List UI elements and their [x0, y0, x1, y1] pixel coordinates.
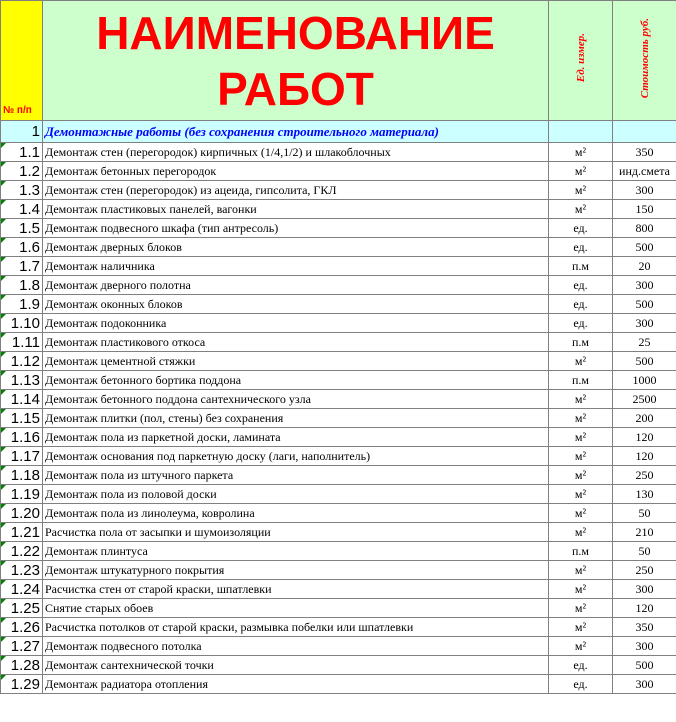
row-name: Демонтаж основания под паркетную доску (лаги, наполнитель)	[43, 447, 549, 466]
row-unit: м²	[549, 618, 613, 637]
row-name: Демонтаж пола из паркетной доски, ламината	[43, 428, 549, 447]
section-price-cell	[613, 121, 676, 143]
table-row	[1, 523, 676, 542]
row-unit: м²	[549, 523, 613, 542]
row-number: 1.26	[1, 618, 43, 637]
row-price: инд.смета	[613, 162, 676, 181]
page-title	[43, 1, 549, 121]
table-row	[1, 675, 676, 694]
row-number: 1.5	[1, 219, 43, 238]
table-row	[1, 143, 676, 162]
section-number: 1	[1, 121, 43, 143]
row-name: Расчистка стен от старой краски, шпатлевки	[43, 580, 549, 599]
row-unit: м²	[549, 599, 613, 618]
table-row	[1, 238, 676, 257]
table-row	[1, 599, 676, 618]
row-unit: м²	[549, 181, 613, 200]
row-unit: м²	[549, 409, 613, 428]
row-name: Демонтаж штукатурного покрытия	[43, 561, 549, 580]
row-unit: ед.	[549, 295, 613, 314]
table-row	[1, 162, 676, 181]
row-price: 250	[613, 466, 676, 485]
row-number: 1.3	[1, 181, 43, 200]
table-row	[1, 314, 676, 333]
row-price: 300	[613, 314, 676, 333]
table-row	[1, 276, 676, 295]
row-price: 800	[613, 219, 676, 238]
column-header-price	[613, 1, 676, 121]
row-name: Демонтаж плитки (пол, стены) без сохранения	[43, 409, 549, 428]
table-row	[1, 371, 676, 390]
row-number: 1.28	[1, 656, 43, 675]
row-number: 1.9	[1, 295, 43, 314]
row-number: 1.12	[1, 352, 43, 371]
row-name: Демонтаж пластикового откоса	[43, 333, 549, 352]
row-price: 500	[613, 238, 676, 257]
row-number: 1.8	[1, 276, 43, 295]
row-price: 250	[613, 561, 676, 580]
row-unit: м²	[549, 143, 613, 162]
row-number: 1.6	[1, 238, 43, 257]
row-number: 1.24	[1, 580, 43, 599]
row-unit: м²	[549, 637, 613, 656]
row-number: 1.29	[1, 675, 43, 694]
row-price: 1000	[613, 371, 676, 390]
row-name: Демонтаж стен (перегородок) кирпичных (1/4,1/2) и шлакоблочных	[43, 143, 549, 162]
table-row	[1, 466, 676, 485]
row-name: Расчистка потолков от старой краски, размывка побелки или шпатлевки	[43, 618, 549, 637]
row-unit: ед.	[549, 219, 613, 238]
unit-label: Ед. измер.	[574, 33, 587, 83]
row-unit: ед.	[549, 675, 613, 694]
table-row	[1, 542, 676, 561]
row-name: Демонтаж пола из штучного паркета	[43, 466, 549, 485]
table-row	[1, 447, 676, 466]
row-unit: м²	[549, 561, 613, 580]
row-unit: ед.	[549, 314, 613, 333]
row-name: Демонтаж цементной стяжки	[43, 352, 549, 371]
section-row	[1, 121, 676, 143]
price-label: Стоимость руб.	[638, 17, 651, 99]
row-price: 200	[613, 409, 676, 428]
row-price: 25	[613, 333, 676, 352]
row-name: Демонтаж радиатора отопления	[43, 675, 549, 694]
row-price: 350	[613, 618, 676, 637]
row-number: 1.23	[1, 561, 43, 580]
row-price: 130	[613, 485, 676, 504]
row-name: Демонтаж бетонного поддона сантехнического узла	[43, 390, 549, 409]
row-unit: ед.	[549, 656, 613, 675]
row-name: Демонтаж наличника	[43, 257, 549, 276]
row-price: 210	[613, 523, 676, 542]
row-price: 500	[613, 295, 676, 314]
row-price: 120	[613, 599, 676, 618]
row-unit: м²	[549, 580, 613, 599]
row-name: Демонтаж сантехнической точки	[43, 656, 549, 675]
row-name: Демонтаж плинтуса	[43, 542, 549, 561]
row-number: 1.18	[1, 466, 43, 485]
row-number: 1.20	[1, 504, 43, 523]
row-name: Демонтаж бетонных перегородок	[43, 162, 549, 181]
row-price: 300	[613, 580, 676, 599]
row-name: Демонтаж подвесного шкафа (тип антресоль)	[43, 219, 549, 238]
row-price: 300	[613, 637, 676, 656]
row-name: Демонтаж пластиковых панелей, вагонки	[43, 200, 549, 219]
row-number: 1.7	[1, 257, 43, 276]
table-row	[1, 257, 676, 276]
table-row	[1, 637, 676, 656]
section-title: Демонтажные работы (без сохранения строительного материала)	[43, 121, 549, 143]
row-number: 1.15	[1, 409, 43, 428]
row-unit: п.м	[549, 371, 613, 390]
row-unit: м²	[549, 390, 613, 409]
table-row	[1, 390, 676, 409]
row-number: 1.19	[1, 485, 43, 504]
row-price: 500	[613, 352, 676, 371]
row-number: 1.2	[1, 162, 43, 181]
row-price: 20	[613, 257, 676, 276]
row-price: 2500	[613, 390, 676, 409]
row-number: 1.13	[1, 371, 43, 390]
row-unit: ед.	[549, 276, 613, 295]
row-unit: п.м	[549, 257, 613, 276]
row-price: 500	[613, 656, 676, 675]
row-number: 1.16	[1, 428, 43, 447]
row-number: 1.4	[1, 200, 43, 219]
row-name: Снятие старых обоев	[43, 599, 549, 618]
table-row	[1, 504, 676, 523]
table-row	[1, 333, 676, 352]
table-row	[1, 580, 676, 599]
row-number: 1.11	[1, 333, 43, 352]
header-row	[1, 1, 676, 121]
title-line-1: НАИМЕНОВАНИЕ	[96, 6, 495, 59]
table-row	[1, 352, 676, 371]
column-header-unit	[549, 1, 613, 121]
title-line-2: РАБОТ	[217, 62, 374, 115]
row-price: 50	[613, 542, 676, 561]
row-number: 1.10	[1, 314, 43, 333]
row-unit: м²	[549, 447, 613, 466]
row-unit: ед.	[549, 238, 613, 257]
row-unit: м²	[549, 352, 613, 371]
table-row	[1, 561, 676, 580]
table-row	[1, 656, 676, 675]
row-price: 120	[613, 428, 676, 447]
row-unit: м²	[549, 504, 613, 523]
row-number: 1.17	[1, 447, 43, 466]
section-unit-cell	[549, 121, 613, 143]
table-row	[1, 485, 676, 504]
row-price: 350	[613, 143, 676, 162]
row-unit: п.м	[549, 333, 613, 352]
row-price: 50	[613, 504, 676, 523]
row-unit: м²	[549, 162, 613, 181]
row-name: Расчистка пола от засыпки и шумоизоляции	[43, 523, 549, 542]
row-name: Демонтаж пола из линолеума, ковролина	[43, 504, 549, 523]
row-price: 150	[613, 200, 676, 219]
row-price: 120	[613, 447, 676, 466]
table-row	[1, 295, 676, 314]
row-name: Демонтаж дверного полотна	[43, 276, 549, 295]
table-row	[1, 181, 676, 200]
row-name: Демонтаж дверных блоков	[43, 238, 549, 257]
table-row	[1, 200, 676, 219]
table-row	[1, 409, 676, 428]
row-price: 300	[613, 181, 676, 200]
row-unit: п.м	[549, 542, 613, 561]
row-price: 300	[613, 675, 676, 694]
row-number: 1.1	[1, 143, 43, 162]
column-header-number: № п/п	[1, 1, 43, 121]
row-price: 300	[613, 276, 676, 295]
row-number: 1.25	[1, 599, 43, 618]
row-name: Демонтаж оконных блоков	[43, 295, 549, 314]
row-number: 1.27	[1, 637, 43, 656]
row-unit: м²	[549, 428, 613, 447]
table-row	[1, 618, 676, 637]
row-unit: м²	[549, 485, 613, 504]
row-number: 1.21	[1, 523, 43, 542]
row-name: Демонтаж пола из половой доски	[43, 485, 549, 504]
row-number: 1.14	[1, 390, 43, 409]
row-name: Демонтаж бетонного бортика поддона	[43, 371, 549, 390]
row-name: Демонтаж подоконника	[43, 314, 549, 333]
row-number: 1.22	[1, 542, 43, 561]
row-unit: м²	[549, 200, 613, 219]
table-row	[1, 219, 676, 238]
row-name: Демонтаж подвесного потолка	[43, 637, 549, 656]
row-name: Демонтаж стен (перегородок) из ацеида, гипсолита, ГКЛ	[43, 181, 549, 200]
row-unit: м²	[549, 466, 613, 485]
table-row	[1, 428, 676, 447]
